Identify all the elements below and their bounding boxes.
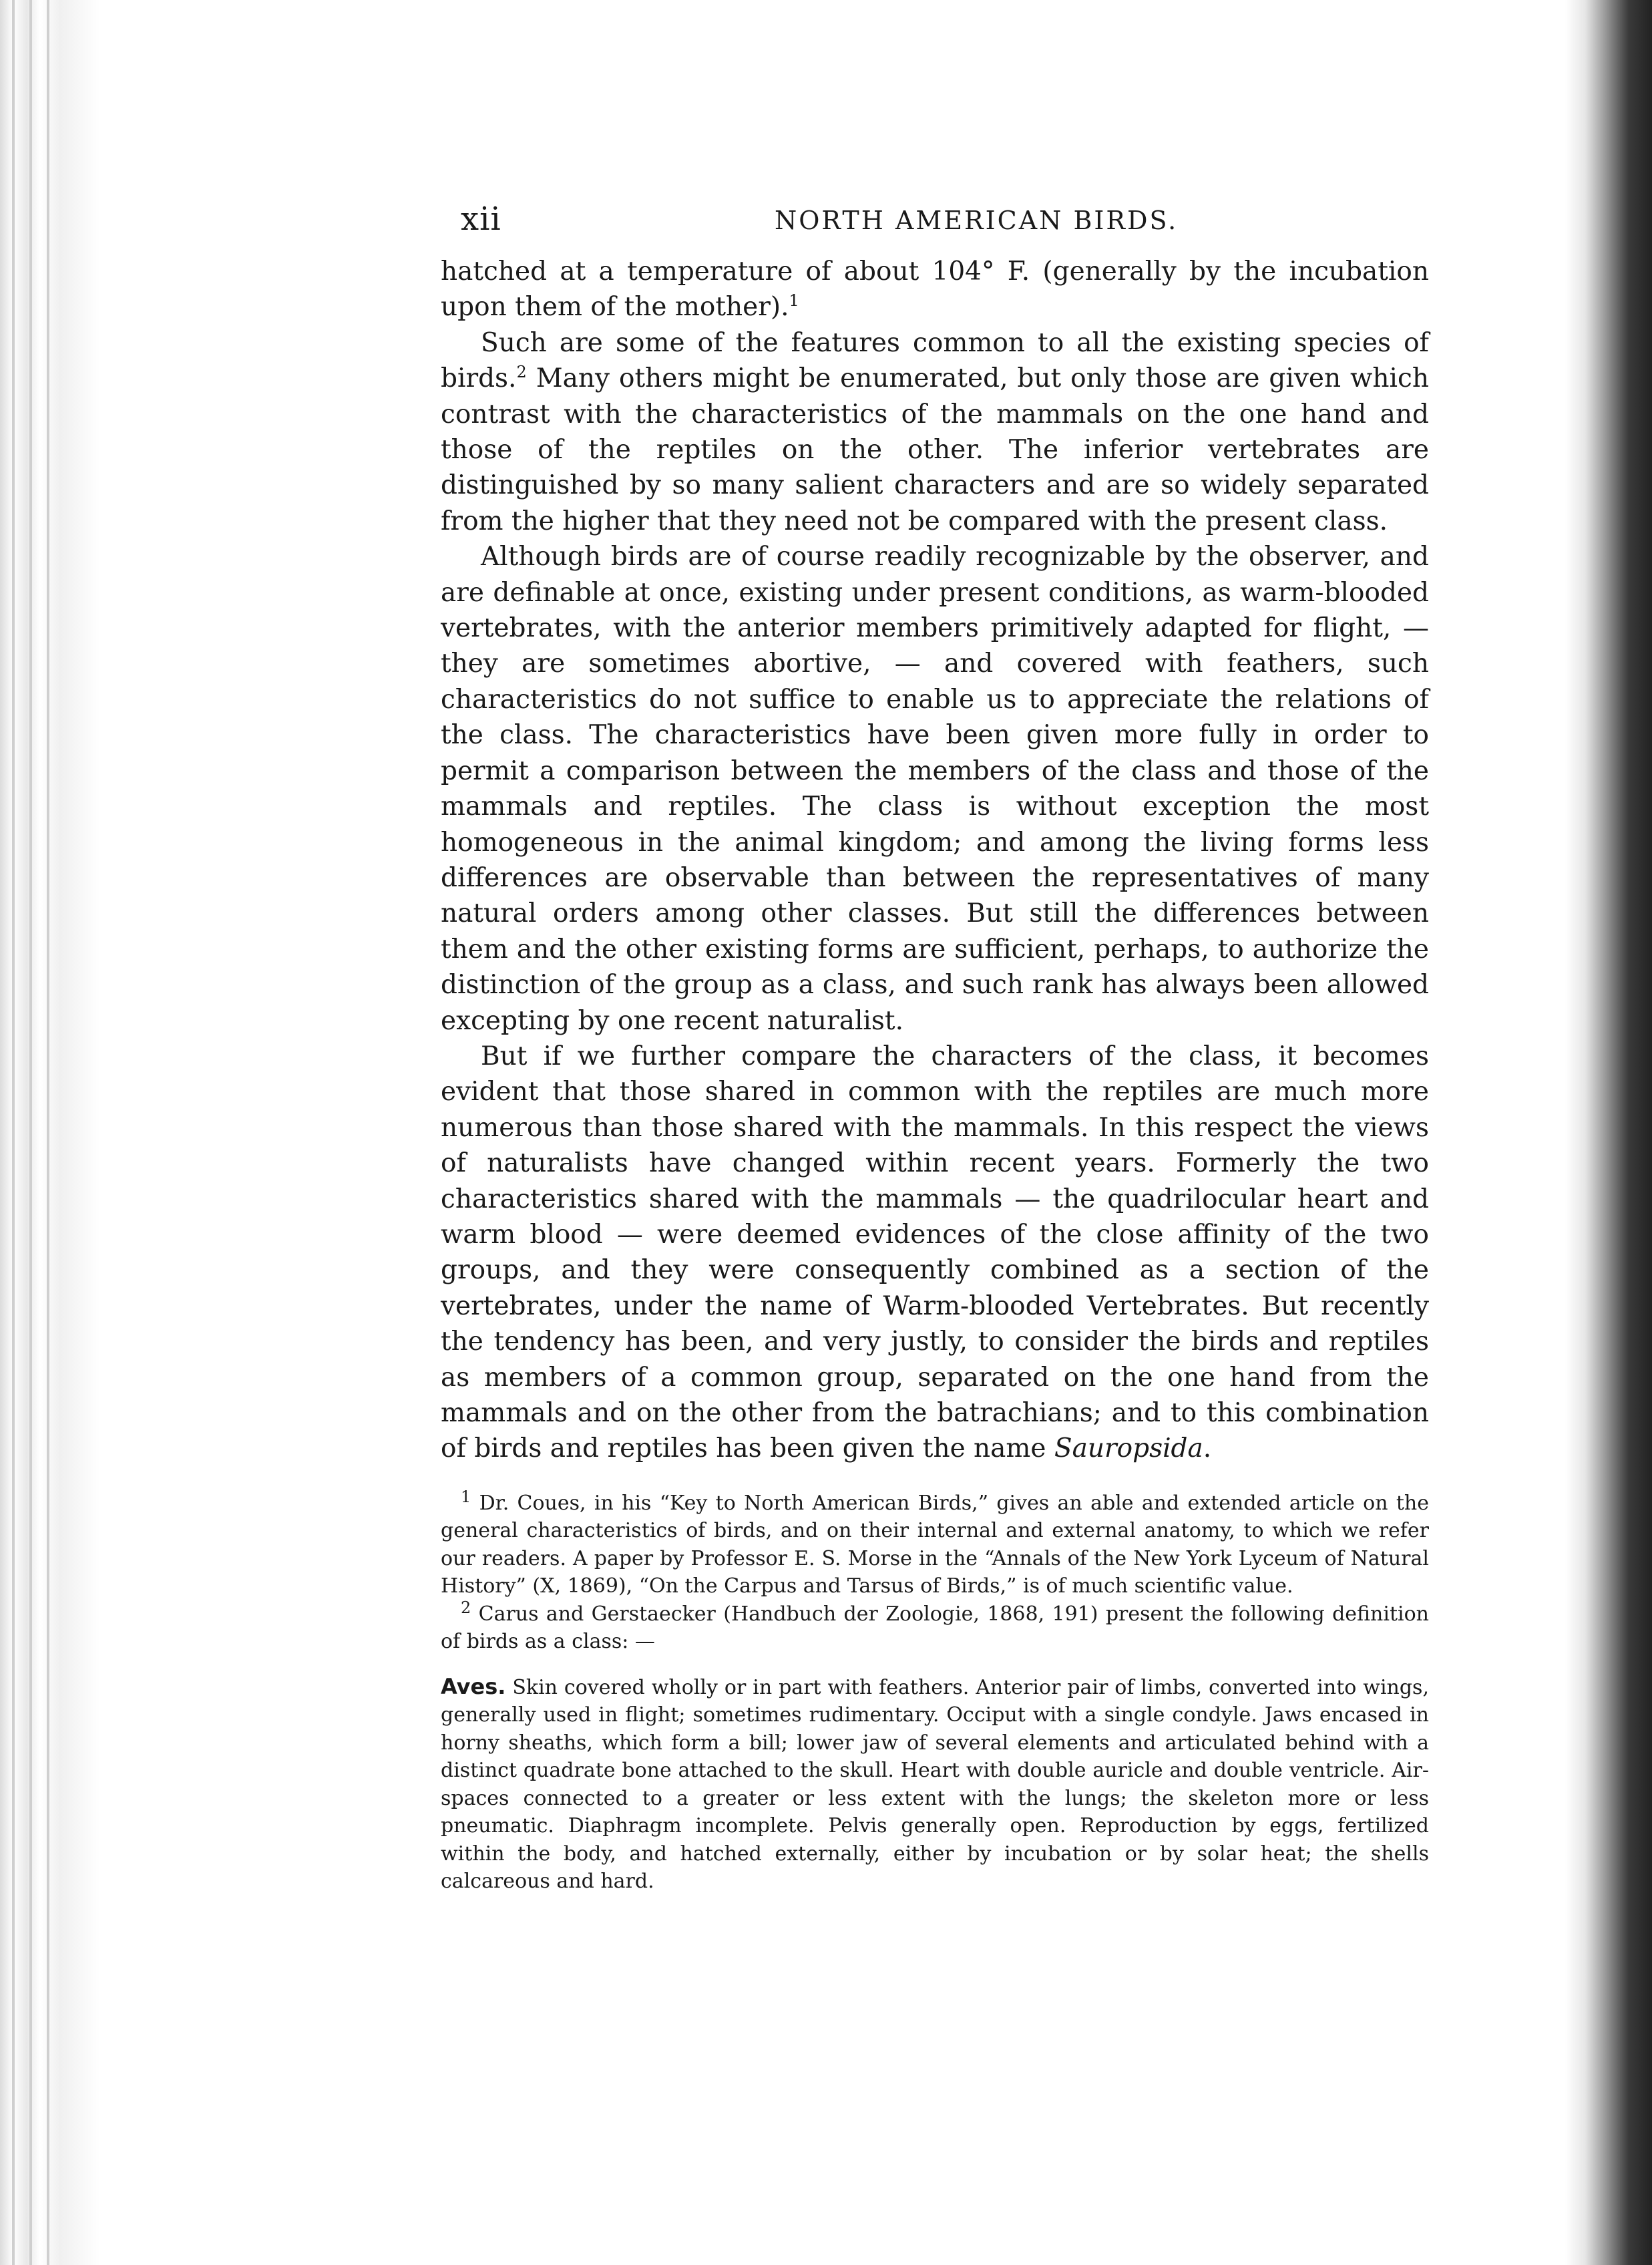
footnote-ref-1: 1: [789, 291, 799, 311]
paragraph: But if we further compare the characters of the class, it becomes evident that those shared in common with the reptiles are much more numerous than those shared with the mammals. In this respect the views of naturalists have changed within recent years. Formerly the two characteristics shared with the mammals — the quadrilocular heart and warm blood — were deemed evidences of the close affinity of the two groups, and they were consequently combined as a section of the vertebrates, under the name of Warm-blooded Vertebrates. But recently the tendency has been, and very justly, to consider the birds and reptiles as members of a common group, separated on the one hand from the mammals and on the other from the batrachians; and to this combination of birds and reptiles has been given the name Sauropsida.: [441, 1041, 1429, 1464]
running-title: NORTH AMERICAN BIRDS.: [775, 206, 1179, 235]
aves-term: Aves.: [441, 1673, 506, 1699]
footnote-2: $^2$ Carus and Gerstaecker (Handbuch der Zoologie, 1868, 191) present the following definition of birds as a class: —: [441, 1598, 1429, 1654]
footnotes: [441, 1487, 1429, 1656]
aves-text: Skin covered wholly or in part with feathers. Anterior pair of limbs, converted into wings, generally used in flight; sometimes rudimentary. Occiput with a single condyle. Jaws encased in horny sheaths, which form a bill; lower jaw of several elements and articulated behind with a distinct quadrate bone attached to the skull. Heart with double auricle and double ventricle. Air-spaces connected to a greater or less extent with the lungs; the skeleton more or less pneumatic. Diaphragm incomplete. Pelvis generally open. Reproduction by eggs, fertilized within the body, and hatched externally, either by incubation or by solar heat; the shells calcareous and hard.: [441, 1675, 1429, 1894]
paragraph: Although birds are of course readily recognizable by the observer, and are definable at once, existing under present conditions, as warm-blooded vertebrates, with the anterior members primitively adapted for flight, — they are sometimes abortive, — and covered with feathers, such characteristics do not suffice to enable us to appreciate the relations of the class. The characteristics have been given more fully in order to permit a comparison between the members of the class and those of the mammals and reptiles. The class is without exception the most homogeneous in the animal kingdom; and among the living forms less differences are observable than between the representatives of many natural orders among other classes. But still the differences between them and the other existing forms are sufficient, perhaps, to authorize the distinction of the group as a class, and such rank has always been allowed excepting by one recent naturalist.: [441, 542, 1429, 1036]
paragraph-continued: hatched at a temperature of about 104° F. (generally by the incubation upon them of the mother).$^1$: [441, 256, 1429, 323]
page-shadow-edge: [1565, 0, 1652, 2265]
aves-definition: [441, 1673, 1429, 1896]
book-binding-edge: [0, 0, 100, 2265]
italic-term: Sauropsida: [1054, 1433, 1203, 1464]
page-number: xii: [461, 200, 501, 238]
footnote-ref-2: 2: [516, 363, 527, 382]
running-head: [441, 200, 1429, 254]
book-page: [441, 200, 1429, 1896]
footnote-1: $^1$ Dr. Coues, in his “Key to North American Birds,” gives an able and extended article on the general characteristics of birds, and on their internal and external anatomy, to which we refer our readers. A paper by Professor E. S. Morse in the “Annals of the New York Lyceum of Natural History” (X, 1869), “On the Carpus and Tarsus of Birds,” is of much scientific value.: [441, 1487, 1429, 1598]
body-text: [441, 254, 1429, 1467]
paragraph: Such are some of the features common to all the existing species of birds.$^2$ Many others might be enumerated, but only those are given which contrast with the characteristics of the mammals on the one hand and those of the reptiles on the other. The inferior vertebrates are distinguished by so many salient characters and are so widely separated from the higher that they need not be compared with the present class.: [441, 327, 1429, 536]
